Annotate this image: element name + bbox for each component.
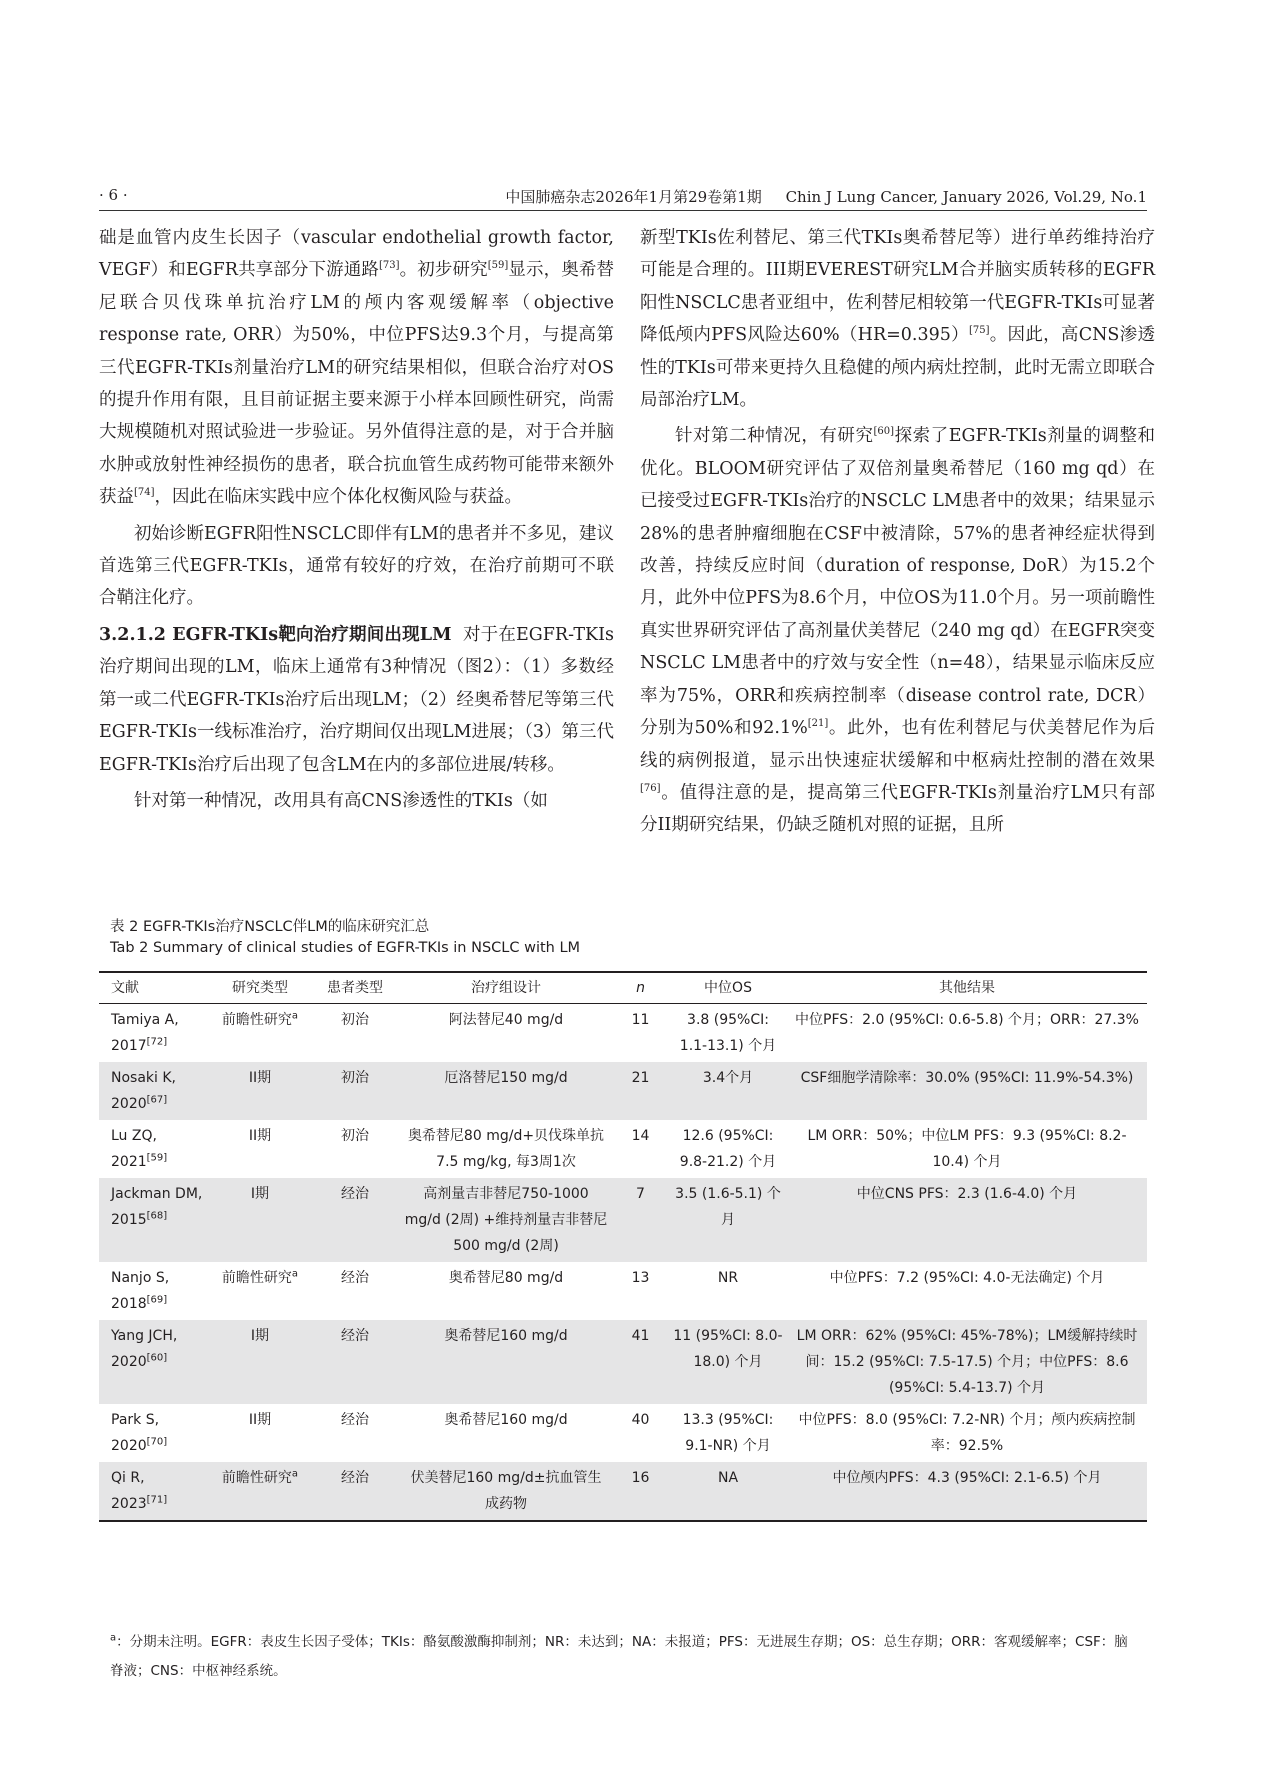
table-footnote: $^a$：分期未注明。EGFR：表皮生长因子受体；TKIs：酪氨酸激酶抑制剂；NR：未达到；NA：未报道；PFS：无进展生存期；OS：总生存期；ORR：客观缓解率；CSF：脑脊液；CNS：中枢神经系统。: [110, 1632, 1128, 1679]
study-cell: Park S, 2020[70]: [111, 1412, 168, 1454]
journal-cn: 中国肺癌杂志2026年1月第29卷第1期: [505, 188, 762, 206]
other-results-cell: LM ORR：50%；中位LM PFS：9.3 (95%CI: 8.2-10.4) 个月: [807, 1128, 1127, 1170]
citation: [60]: [873, 426, 895, 438]
header-cell: 研究类型: [210, 972, 310, 1004]
patient-cell: 初治: [341, 1012, 369, 1028]
other-results-cell: 中位PFS：8.0 (95%CI: 7.2-NR) 个月；颅内疾病控制率：92.5%: [798, 1412, 1136, 1454]
os-cell: 12.6 (95%CI: 9.8-21.2) 个月: [679, 1128, 777, 1170]
citation: [73]: [379, 260, 400, 272]
n-cell: 7: [612, 1178, 669, 1262]
design-cell: 奥希替尼80 mg/d: [448, 1270, 564, 1286]
patient-cell: 经治: [310, 1320, 400, 1404]
type-cell: II期: [210, 1062, 310, 1120]
table-caption-en: Tab 2 Summary of clinical studies of EGFR-TKIs in NSCLC with LM: [110, 940, 581, 956]
paragraph: 针对第一种情况，改用具有高CNS渗透性的TKIs（如: [134, 790, 548, 811]
study-cell: Qi R, 2023[71]: [99, 1462, 210, 1521]
os-cell: 3.4个月: [669, 1062, 787, 1120]
os-cell: NR: [717, 1270, 739, 1286]
n-cell: 21: [612, 1062, 669, 1120]
table-row: [99, 1120, 1147, 1178]
type-cell: 前瞻性研究$^a$: [210, 1462, 310, 1521]
citation: [21]: [807, 718, 829, 730]
patient-cell: 初治: [341, 1128, 369, 1144]
paragraph: 础是血管内皮生长因子（vascular endothelial growth factor, VEGF）和EGFR共享部分下游通路[73]。初步研究[59]显示，奥希替尼联合贝伐珠单抗治疗LM的颅内客观缓解率（objective response rate, ORR）为50%，中位PFS达9.3个月，与提高第三代EGFR-TKIs剂量治疗LM的研究结果相似，但联合治疗对OS的提升作用有限，且目前证据主要来源于小样本回顾性研究，尚需大规模随机对照试验进一步验证。另外值得注意的是，对于合并脑水肿或放射性神经损伤的患者，联合抗血管生成药物可能带来额外获益[74]，因此在临床实践中应个体化权衡风险与获益。: [99, 228, 615, 508]
table-row: [99, 1262, 1147, 1320]
header-cell: n: [612, 972, 669, 1004]
header-cell: 患者类型: [310, 972, 400, 1004]
patient-cell: 经治: [341, 1270, 369, 1286]
os-cell: 13.3 (95%CI: 9.1-NR) 个月: [682, 1412, 774, 1454]
design-cell: 奥希替尼160 mg/d: [444, 1412, 568, 1428]
type-cell: I期: [210, 1320, 310, 1404]
n-cell: 16: [612, 1462, 669, 1521]
patient-cell: 经治: [310, 1462, 400, 1521]
design-cell: 伏美替尼160 mg/d±抗血管生成药物: [400, 1462, 612, 1521]
journal-citation: [505, 186, 1147, 207]
other-results-cell: CSF细胞学清除率：30.0% (95%CI: 11.9%-54.3%): [787, 1062, 1147, 1120]
table-row: [99, 1178, 1147, 1262]
paragraph: 初始诊断EGFR阳性NSCLC即伴有LM的患者并不多见，建议首选第三代EGFR-TKIs，通常有较好的疗效，在治疗前期可不联合鞘注化疗。: [99, 523, 614, 609]
n-cell: 14: [631, 1128, 650, 1144]
left-column: [99, 222, 614, 821]
os-cell: 3.8 (95%CI: 1.1-13.1) 个月: [679, 1012, 777, 1054]
study-cell: Jackman DM, 2015[68]: [99, 1178, 210, 1262]
other-results-cell: 中位CNS PFS：2.3 (1.6-4.0) 个月: [787, 1178, 1147, 1262]
table-row: [99, 1320, 1147, 1404]
citation: [76]: [640, 783, 661, 795]
type-cell: II期: [248, 1128, 272, 1144]
other-results-cell: 中位PFS：2.0 (95%CI: 0.6-5.8) 个月；ORR：27.3%: [795, 1012, 1139, 1028]
table-caption-cn: 表 2 EGFR-TKIs治疗NSCLC伴LM的临床研究汇总: [110, 919, 430, 935]
paragraph: 3.2.1.2 EGFR-TKIs靶向治疗期间出现LM 对于在EGFR-TKIs治疗期间出现的LM，临床上通常有3种情况（图2）：（1）多数经第一或二代EGFR-TKIs治疗后出现LM；（2）经奥希替尼等第三代EGFR-TKIs一线标准治疗，治疗期间仅出现LM进展；（3）第三代EGFR-TKIs治疗后出现了包含LM在内的多部位进展/转移。: [99, 624, 614, 775]
study-cell: Lu ZQ, 2021[59]: [111, 1128, 168, 1170]
section-heading: 3.2.1.2 EGFR-TKIs靶向治疗期间出现LM: [99, 624, 452, 645]
type-cell: II期: [248, 1412, 272, 1428]
header-cell: 治疗组设计: [400, 972, 612, 1004]
type-cell: I期: [210, 1178, 310, 1262]
clinical-studies-table: [99, 971, 1147, 1522]
citation: [59]: [487, 260, 509, 272]
citation: [74]: [134, 487, 155, 499]
type-cell: 前瞻性研究$^a$: [221, 1010, 299, 1028]
paragraph: 针对第二种情况，有研究[60]探索了EGFR-TKIs剂量的调整和优化。BLOOM研究评估了双倍剂量奥希替尼（160 mg qd）在已接受过EGFR-TKIs治疗的NSCLC LM患者中的效果；结果显示28%的患者肿瘤细胞在CSF中被清除，57%的患者神经症状得到改善，持续反应时间（duration of response, DoR）为15.2个月，此外中位PFS为8.6个月，中位OS为11.0个月。另一项前瞻性真实世界研究评估了高剂量伏美替尼（240 mg qd）在EGFR突变NSCLC LM患者中的疗效与安全性（n=48），结果显示临床反应率为75%，ORR和疾病控制率（disease control rate, DCR）分别为50%和92.1%[21]。此外，也有佐利替尼与伏美替尼作为后线的病例报道，显示出快速症状缓解和中枢病灶控制的潜在效果[76]。值得注意的是，提高第三代EGFR-TKIs剂量治疗LM只有部分II期研究结果，仍缺乏随机对照的证据，且所: [640, 426, 1155, 836]
os-cell: 3.5 (1.6-5.1) 个月: [669, 1178, 787, 1262]
paragraph: 新型TKIs佐利替尼、第三代TKIs奥希替尼等）进行单药维持治疗可能是合理的。III期EVEREST研究LM合并脑实质转移的EGFR阳性NSCLC患者亚组中，佐利替尼相较第一代EGFR-TKIs可显著降低颅内PFS风险达60%（HR=0.395）[75]。因此，高CNS渗透性的TKIs可带来更持久且稳健的颅内病灶控制，此时无需立即联合局部治疗LM。: [640, 228, 1155, 411]
study-cell: Tamiya A, 2017[72]: [111, 1012, 179, 1054]
patient-cell: 经治: [310, 1178, 400, 1262]
table-row: [99, 1062, 1147, 1120]
n-cell: 11: [631, 1012, 650, 1028]
design-cell: 高剂量吉非替尼750-1000 mg/d (2周) +维持剂量吉非替尼500 mg/d (2周): [400, 1178, 612, 1262]
other-results-cell: LM ORR：62% (95%CI: 45%-78%)；LM缓解持续时间：15.2 (95%CI: 7.5-17.5) 个月；中位PFS：8.6 (95%CI: 5.4-13.7) 个月: [787, 1320, 1147, 1404]
n-cell: 13: [631, 1270, 650, 1286]
table-row: [99, 1004, 1147, 1063]
design-cell: 阿法替尼40 mg/d: [448, 1012, 564, 1028]
study-cell: Nanjo S, 2018[69]: [111, 1270, 170, 1312]
table-header-row: [99, 972, 1147, 1004]
design-cell: 奥希替尼80 mg/d+贝伐珠单抗7.5 mg/kg, 每3周1次: [407, 1128, 605, 1170]
type-cell: 前瞻性研究$^a$: [221, 1268, 299, 1286]
other-results-cell: 中位颅内PFS：4.3 (95%CI: 2.1-6.5) 个月: [787, 1462, 1147, 1521]
patient-cell: 经治: [341, 1412, 369, 1428]
study-cell: Nosaki K, 2020[67]: [99, 1062, 210, 1120]
page-number: · 6 ·: [99, 186, 128, 204]
running-header: [99, 186, 1147, 211]
other-results-cell: 中位PFS：7.2 (95%CI: 4.0-无法确定) 个月: [829, 1270, 1105, 1286]
header-cell: 其他结果: [787, 972, 1147, 1004]
n-cell: 40: [631, 1412, 650, 1428]
right-column: [640, 222, 1155, 846]
os-cell: 11 (95%CI: 8.0-18.0) 个月: [669, 1320, 787, 1404]
study-cell: Yang JCH, 2020[60]: [99, 1320, 210, 1404]
journal-en: Chin J Lung Cancer, January 2026, Vol.29, No.1: [785, 188, 1147, 206]
os-cell: NA: [669, 1462, 787, 1521]
citation: [75]: [968, 325, 990, 337]
table-row: [99, 1462, 1147, 1521]
n-cell: 41: [612, 1320, 669, 1404]
header-cell: 中位OS: [669, 972, 787, 1004]
table-row: [99, 1404, 1147, 1462]
header-cell: 文献: [99, 972, 210, 1004]
patient-cell: 初治: [310, 1062, 400, 1120]
design-cell: 厄洛替尼150 mg/d: [400, 1062, 612, 1120]
design-cell: 奥希替尼160 mg/d: [400, 1320, 612, 1404]
